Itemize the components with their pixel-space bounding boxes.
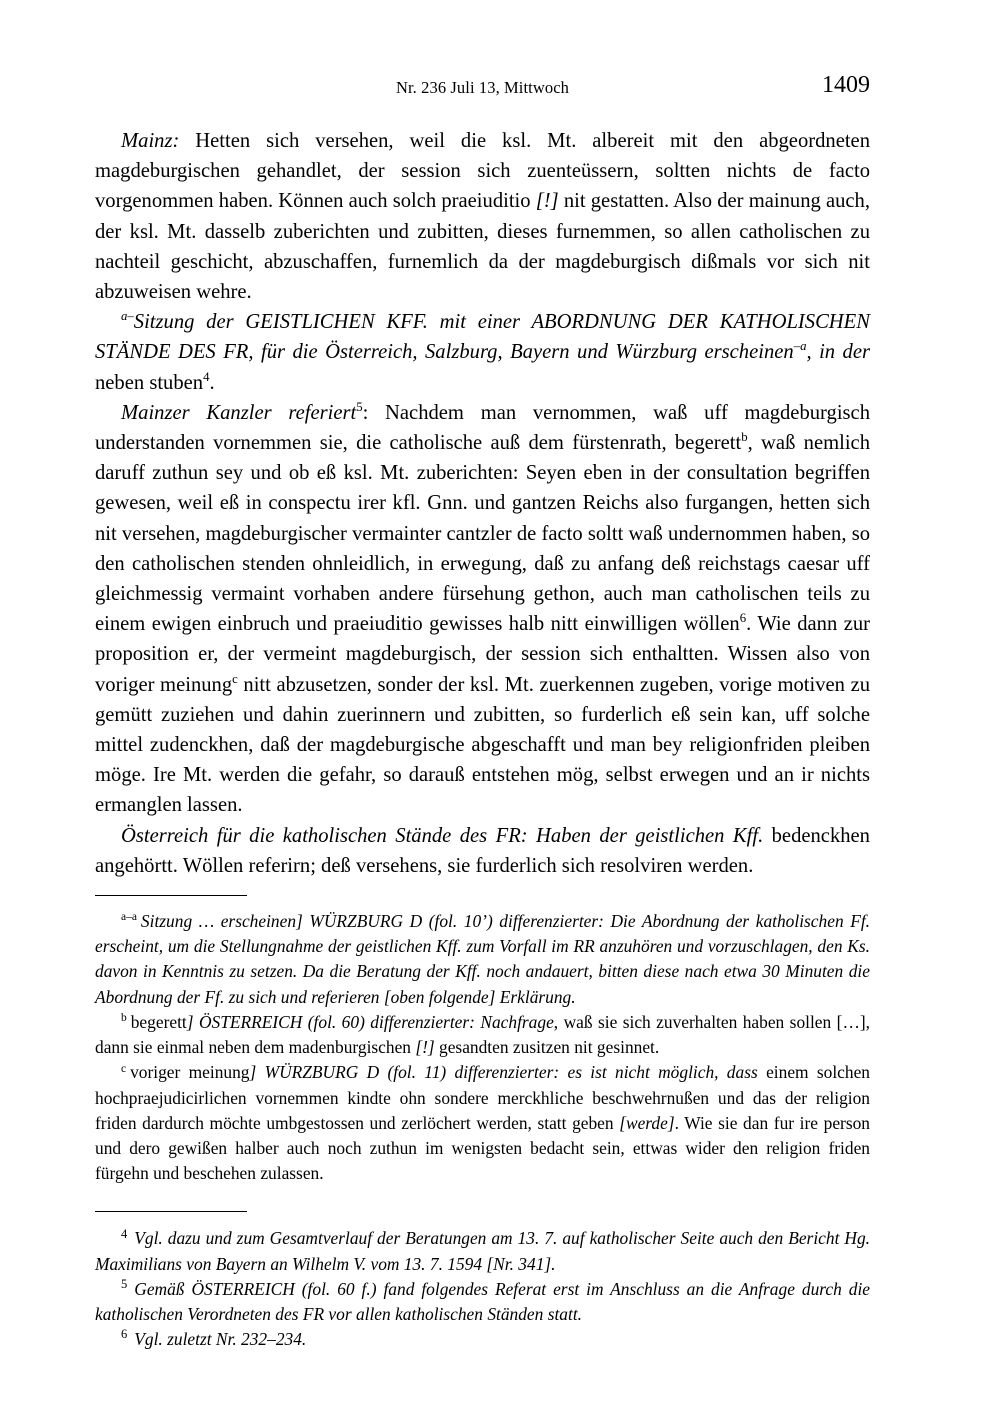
paragraph-sitzung-roman-1: neben stuben <box>95 371 204 394</box>
apparatus-marker-a-open: a– <box>121 309 134 324</box>
paragraph-oesterreich-text-1: bedenckhen angehörtt. Wöllen referirn; deß versehens, sie furderlich sich resolviren werden. <box>95 824 870 877</box>
speaker-label-kanzler: Mainzer Kanzler referiert <box>121 401 357 424</box>
paragraph-mainz <box>95 126 870 307</box>
body-text <box>95 126 870 881</box>
commentary-rule-gap <box>95 1212 870 1226</box>
paragraph-kanzler-text-3: . Wie dann zur proposition er, der vermeint magdeburgisch, der session sich enthaltten. Wissen also von voriger meinung <box>95 613 870 696</box>
apparatus-note-b-text-2: gesandten zusitzen nit gesinnet. <box>434 1037 660 1058</box>
apparatus-note-c-lemma: voriger meinung <box>130 1062 250 1083</box>
paragraph-kanzler <box>95 398 870 821</box>
page-content <box>95 0 870 1418</box>
paragraph-kanzler-text-1: : Nachdem man vernommen, waß uff magdeburgisch understanden vornemmen sie, die catholische auß dem fürstenrath, begerett <box>95 401 870 455</box>
paragraph-sitzung <box>95 307 870 398</box>
paragraph-sitzung-italic-1: Sitzung der GEISTLICHEN KFF. mit einer ABORDNUNG DER KATHOLISCHEN STÄNDE DES FR, für die Österreich, Salzburg, Bayern und Würzburg erscheinen <box>95 311 870 364</box>
apparatus-note-a-text: Sitzung … erscheinen] WÜRZBURG D (fol. 10’) differenzierter: Die Abordnung der katholischen Ff. erscheint, um die Stellungnahme der geistlichen Kff. zum Vorfall im RR anzuhören und vorzuschlagen, den Ks. davon in Kenntnis zu setzen. Da die Beratung der Kff. noch andauert, bitten diese nach etwa 30 Minuten die Abordnung der Ff. zu sich und referieren [oben folgende] Erklärung. <box>95 911 870 1007</box>
speaker-label-oesterreich: Österreich für die katholischen Stände des FR: Haben der geistlichen Kff. <box>121 824 764 847</box>
commentary-note-5-number: 5 <box>121 1276 128 1291</box>
commentary-note-6-text: Vgl. zuletzt Nr. 232–234. <box>134 1329 307 1350</box>
apparatus-note-c-text-2: . Wie sie dan fur ire person und dero gewißen halber auch noch zuthun im wenigsten bedacht sein, ettwas wider den religion friden fürgehn und beschehen zulassen. <box>95 1112 870 1184</box>
commentary-note-6 <box>95 1327 870 1352</box>
apparatus-note-c <box>95 1060 870 1186</box>
running-head-title: Nr. 236 Juli 13, Mittwoch <box>395 78 569 97</box>
apparatus-note-c-text-1: einem solchen hochpraejudicirlichen vornemmen kindte ohn sondere merckhliche beschwehrnußen und das der religion friden dardurch möchte umbgestossen und zerlöchert werden, statt geben <box>95 1062 871 1133</box>
apparatus-note-b-sic-mark: [!] <box>415 1037 435 1058</box>
commentary-footnotes <box>95 1211 870 1352</box>
commentary-note-4 <box>95 1226 870 1276</box>
apparatus-marker-b: b <box>741 430 748 445</box>
commentary-note-4-text: Vgl. dazu und zum Gesamtverlauf der Beratungen am 13. 7. auf katholischer Seite auch den Bericht Hg. Maximilians von Bayern an Wilhelm V. vom 13. 7. 1594 [Nr. 341]. <box>95 1228 870 1274</box>
commentary-note-5 <box>95 1277 870 1327</box>
paragraph-oesterreich <box>95 821 870 881</box>
apparatus-note-b-marker: b <box>121 1012 127 1025</box>
apparatus-note-c-source: ] WÜRZBURG D (fol. 11) differenzierter: es ist nicht möglich, dass <box>249 1062 758 1083</box>
running-head <box>95 72 870 124</box>
apparatus-note-b-text-1: , waß sie sich zuverhalten haben sollen […], dann sie einmal neben dem madenburgischen <box>95 1011 870 1058</box>
apparatus-note-b <box>95 1010 870 1060</box>
apparatus-marker-a-close: –a <box>793 339 807 354</box>
paragraph-sitzung-italic-2: , in der <box>806 341 871 364</box>
page-number: 1409 <box>822 72 870 98</box>
commentary-note-6-number: 6 <box>121 1327 128 1342</box>
apparatus-note-c-editorial-insert: [werde] <box>619 1112 675 1133</box>
footnote-ref-4: 4 <box>203 369 210 384</box>
commentary-note-4-number: 4 <box>121 1226 128 1241</box>
apparatus-note-b-source: ] ÖSTERREICH (fol. 60) differenzierter: Nachfrage <box>186 1011 554 1032</box>
speaker-label-mainz: Mainz: <box>121 130 180 152</box>
paragraph-kanzler-text-2: , waß nemlich daruff zuthun sey und ob eß ksl. Mt. zuberichten: Seyen eben in der consultation begriffen gewesen, weil eß in conspectu irer kfl. Gnn. und gantzen Reichs also furgangen, hetten sich nit versehen, magdeburgischer vermainter cantzler de facto soltt waß undernommen haben, so den catholischen stenden ohnleidlich, in erwegung, daß zu anfang deß reichstags caesar uff gleichmessig vermaint vorhaben andere fürsehung gethon, auch man catholischen teils zu einem ewigen einbruch und praeiuditio gewisses halb nitt einwilligen wöllen <box>95 432 870 636</box>
apparatus-marker-c: c <box>232 671 238 686</box>
apparatus-note-b-lemma: begerett <box>130 1011 187 1032</box>
footnote-ref-5: 5 <box>356 399 363 414</box>
paragraph-sitzung-roman-2: . <box>209 371 215 394</box>
apparatus-note-a <box>95 909 870 1010</box>
paragraph-mainz-text-2: nit gestatten. Also der mainung auch, der ksl. Mt. dasselb zuberichten und zubitten, dieses furnemmen, so allen catholischen zu nachteil geschicht, abzuschaffen, furnemlich da der magdeburgisch dißmals vor sich nit abzuweisen wehre. <box>95 190 870 304</box>
critical-apparatus <box>95 895 870 1186</box>
paragraph-kanzler-text-4: nitt abzusetzen, sonder der ksl. Mt. zuerkennen zugeben, vorige motiven zu gemütt zuziehen und dahin zuerinnern und zubitten, so furderlich eß sein kan, uff solche mittel zudenckhen, daß der magdeburgische abgeschafft und man bey religionfriden pleiben möge. Ire Mt. werden die gefahr, so darauß entstehen mög, selbst erwegen und an ir nichts ermanglen lassen. <box>95 673 871 817</box>
editorial-sic-mark: [!] <box>535 190 559 213</box>
footnote-ref-6: 6 <box>739 611 747 626</box>
apparatus-rule-gap <box>95 896 870 909</box>
paragraph-mainz-text-1: Hetten sich versehen, weil die ksl. Mt. albereit mit den abgeordneten magdeburgischen gehandlet, der session sich zuenteüssern, soltten nichts de facto vorgenommen haben. Können auch solch praeiuditio <box>95 130 870 213</box>
commentary-note-5-text: Gemäß ÖSTERREICH (fol. 60 f.) fand folgendes Referat erst im Anschluss an die Anfrage durch die katholischen Verordneten des FR vor allen katholischen Ständen statt. <box>95 1278 870 1324</box>
apparatus-note-a-marker: a–a <box>121 911 137 924</box>
apparatus-note-c-marker: c <box>121 1062 127 1075</box>
